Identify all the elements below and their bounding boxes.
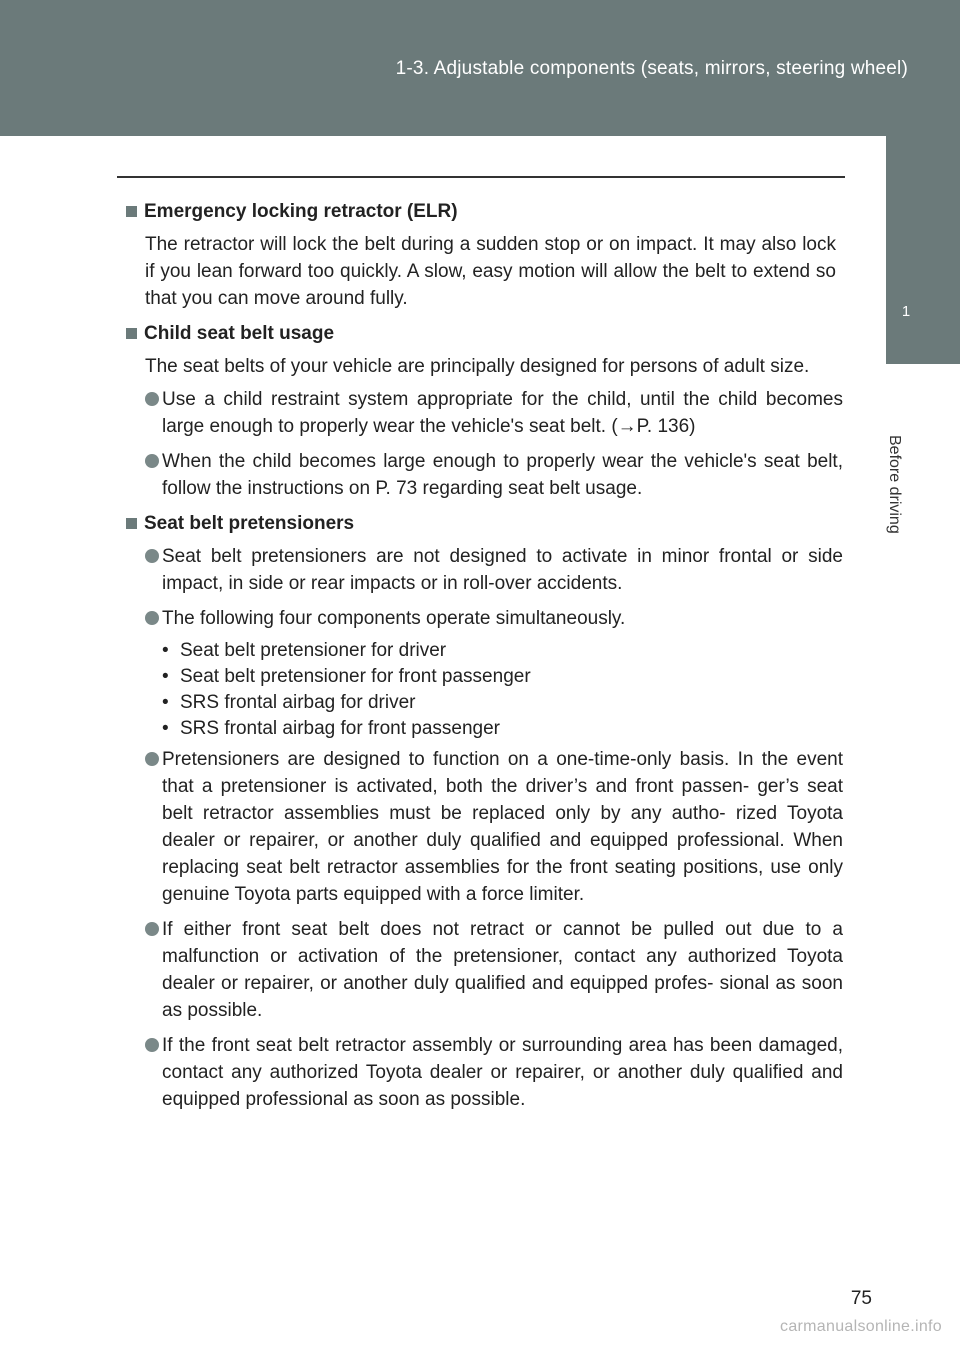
page-number: 75 xyxy=(850,1288,872,1309)
circle-bullet-icon xyxy=(145,1038,159,1052)
bullet-item xyxy=(145,448,843,502)
list-item: • SRS frontal airbag for driver xyxy=(162,692,416,713)
bullet-text: When the child becomes large enough to properly wear the vehicle's seat belt, follow the instructions on P. 73 regarding seat belt usage. xyxy=(162,451,843,499)
section-child-seat-belt xyxy=(126,320,843,502)
top-divider xyxy=(117,176,845,178)
bullet-text: If either front seat belt does not retract or cannot be pulled out due to a malfunction or activation of the pretensioner, contact any authorized Toyota dealer or repairer, or another duly qualified and equipped profes- sional as soon as possible. xyxy=(162,919,843,1021)
square-bullet-icon xyxy=(126,206,137,217)
chapter-side-tab xyxy=(886,136,960,364)
section-elr xyxy=(126,198,836,312)
chapter-number: 1 xyxy=(901,303,911,320)
bullet-text: The following four components operate simultaneously. xyxy=(162,608,626,629)
circle-bullet-icon xyxy=(145,611,159,625)
bullet-text: Use a child restraint system appropriate for the child, until the child becomes large enough to properly wear the vehicle's seat belt. (→P. 136) xyxy=(162,389,843,437)
page-content xyxy=(126,198,843,1121)
section-heading: Emergency locking retractor (ELR) xyxy=(144,201,458,222)
bullet-text: Pretensioners are designed to function on a one-time-only basis. In the event that a pretensioner is activated, both the driver’s and front passen- ger’s seat belt retractor assemblies must be replaced only by any autho- rized Toyota dealer or repairer, or another duly qualified and equipped professional. When replacing seat belt retractor assemblies for the front seating positions, use only genuine Toyota parts equipped with a force limiter. xyxy=(162,749,843,905)
paragraph: The retractor will lock the belt during a sudden stop or on impact. It may also lock if you lean forward too quickly. A slow, easy motion will allow the belt to extend so that you can move around fully. xyxy=(145,234,836,309)
component-list xyxy=(162,638,836,742)
list-item: • Seat belt pretensioner for driver xyxy=(162,640,447,661)
section-heading: Child seat belt usage xyxy=(144,323,335,344)
section-heading: Seat belt pretensioners xyxy=(144,513,355,534)
circle-bullet-icon xyxy=(145,392,159,406)
bullet-item xyxy=(145,746,843,908)
list-item: • Seat belt pretensioner for front passenger xyxy=(162,666,531,687)
square-bullet-icon xyxy=(126,518,137,529)
bullet-text: If the front seat belt retractor assembly or surrounding area has been damaged, contact any authorized Toyota dealer or repairer, or another duly qualified and equipped professional as soon as possible. xyxy=(162,1035,843,1110)
chapter-label: Before driving xyxy=(886,435,903,534)
bullet-item xyxy=(145,605,843,632)
paragraph: The seat belts of your vehicle are principally designed for persons of adult size. xyxy=(145,356,810,377)
bullet-item xyxy=(145,916,843,1024)
circle-bullet-icon xyxy=(145,922,159,936)
bullet-item xyxy=(145,543,843,597)
square-bullet-icon xyxy=(126,328,137,339)
list-item: • SRS frontal airbag for front passenger xyxy=(162,718,501,739)
bullet-text: Seat belt pretensioners are not designed to activate in minor frontal or side impact, in side or rear impacts or in roll-over accidents. xyxy=(162,546,843,594)
circle-bullet-icon xyxy=(145,454,159,468)
chapter-header-bar xyxy=(0,0,960,136)
bullet-item xyxy=(145,1032,843,1113)
bullet-item xyxy=(145,386,843,440)
section-pretensioners xyxy=(126,510,843,1113)
section-title: 1-3. Adjustable components (seats, mirrors, steering wheel) xyxy=(395,58,908,79)
circle-bullet-icon xyxy=(145,752,159,766)
watermark: carmanualsonline.info xyxy=(780,1318,942,1335)
circle-bullet-icon xyxy=(145,549,159,563)
